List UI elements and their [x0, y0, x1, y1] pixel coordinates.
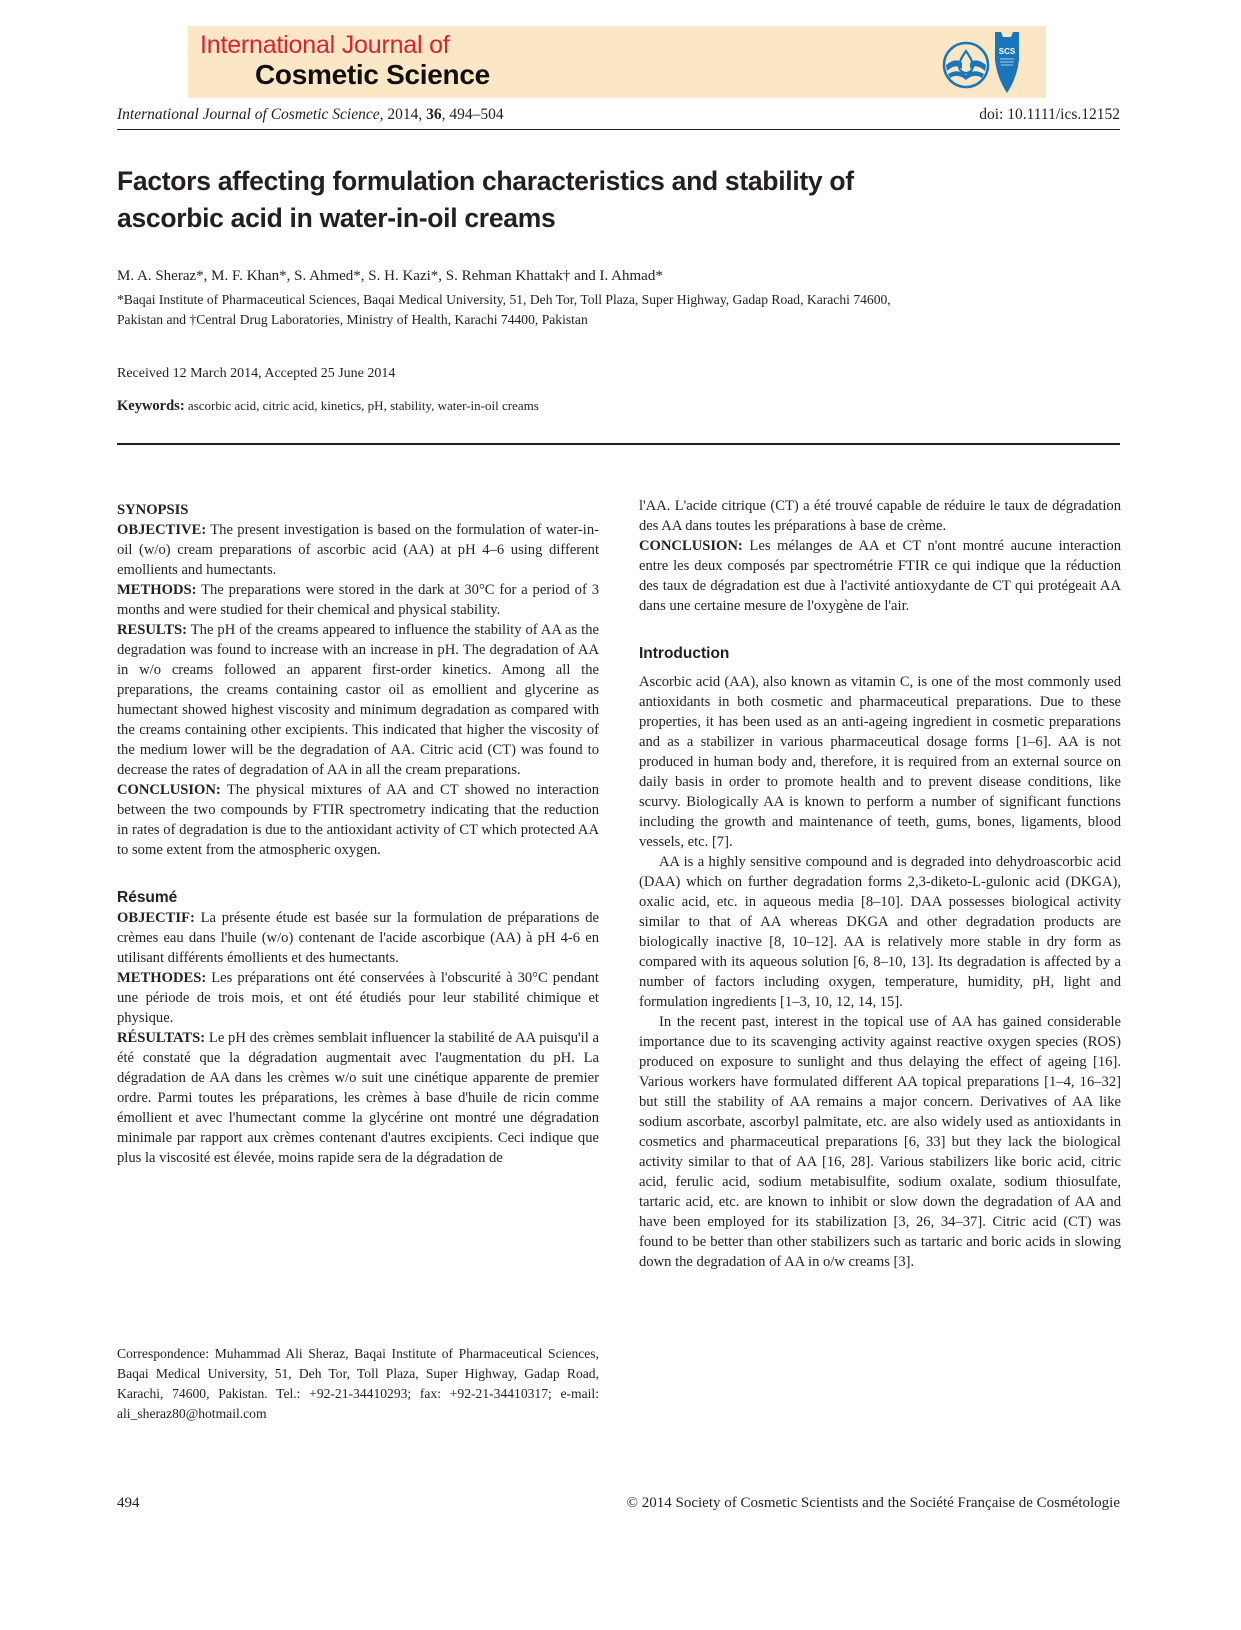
correspondence-note: Correspondence: Muhammad Ali Sheraz, Baqai Institute of Pharmaceutical Sciences, Baqai Medical University, 51, Deh Tor, Toll Plaza, Super Highway, Gadap Road, Karachi, 74600, Pakistan. Tel.: +92-21-34410293; fax: +92-21-34410317; e-mail: ali_sheraz80@hotmail.com [117, 1346, 599, 1421]
resume-methodes: METHODES: Les préparations ont été conservées à l'obscurité à 30°C pendant une période de trois mois, et ont été étudiés pour leur stabilité chimique et physique. [117, 970, 599, 1026]
right-column [639, 496, 1121, 1272]
introduction-heading: Introduction [639, 645, 730, 662]
affiliation-line-1: *Baqai Institute of Pharmaceutical Sciences, Baqai Medical University, 51, Deh Tor, Toll Plaza, Super Highway, Gadap Road, Karachi 74600, [117, 292, 891, 307]
journal-citation: International Journal of Cosmetic Science, 2014, 36, 494–504 [117, 106, 504, 123]
header-divider [117, 129, 1120, 130]
doi[interactable]: doi: 10.1111/ics.12152 [979, 106, 1120, 123]
left-column [117, 500, 599, 1168]
journal-banner [188, 26, 1046, 98]
resume-resultats-continued: l'AA. L'acide citrique (CT) a été trouvé capable de réduire le taux de dégradation des AA dans toutes les préparations à base de crème. [639, 498, 1121, 534]
synopsis-heading: SYNOPSIS [117, 502, 189, 518]
copyright: © 2014 Society of Cosmetic Scientists and the Société Française de Cosmétologie [626, 1495, 1120, 1511]
resume-conclusion: CONCLUSION: Les mélanges de AA et CT n'ont montré aucune interaction entre les deux composés par spectrométrie FTIR ce qui indique que la réduction des taux de dégradation est due à l'activité antioxydante de CT qui protégeait AA dans une certaine mesure de l'oxygène de l'air. [639, 538, 1121, 614]
water-drop-logo-icon [942, 41, 990, 89]
title-divider [117, 443, 1120, 445]
svg-text:SCS: SCS [998, 47, 1016, 56]
synopsis-conclusion: CONCLUSION: The physical mixtures of AA and CT showed no interaction between the two compounds by FTIR spectrometry indicating that the reduction in rates of degradation is due to the antioxidant activity of CT which protected AA to some extent from the atmospheric oxygen. [117, 782, 599, 858]
keywords-list: ascorbic acid, citric acid, kinetics, pH, stability, water-in-oil creams [187, 398, 539, 413]
journal-name-line1: International Journal of [200, 31, 450, 59]
journal-name-line2: Cosmetic Science [255, 59, 490, 90]
resume-heading: Résumé [117, 889, 178, 906]
received-dates: Received 12 March 2014, Accepted 25 June 2014 [117, 366, 396, 381]
title-line-1: Factors affecting formulation characteristics and stability of [117, 166, 854, 196]
keywords [117, 398, 539, 415]
resume-objectif: OBJECTIF: La présente étude est basée sur la formulation de préparations de crèmes eau dans l'huile (w/o) contenant de l'acide ascorbique (AA) à pH 4-6 en utilisant différents émollients et des humectants. [117, 910, 599, 966]
page-number: 494 [117, 1495, 140, 1511]
resume-resultats: RÉSULTATS: Le pH des crèmes semblait influencer la stabilité de AA puisqu'il a été constaté que la dégradation augmentait avec l'augmentation du pH. La dégradation de AA dans les crèmes w/o suit une cinétique apparente de premier ordre. Parmi toutes les préparations, les crèmes à base d'huile de ricin comme émollient et avec l'humectant comme la glycérine ont montré une dégradation minimale par rapport aux crèmes contenant d'autres excipients. Ceci indique que plus la viscosité est élevée, moins rapide sera de la dégradation de [117, 1030, 599, 1166]
keywords-label: Keywords: [117, 398, 185, 414]
synopsis-results: RESULTS: The pH of the creams appeared to influence the stability of AA as the degradation was found to increase with an increase in pH. The degradation of AA in w/o creams followed an apparent first-order kinetics. Among all the preparations, the creams containing castor oil as emollient and glycerine as humectant showed highest viscosity and minimum degradation as compared with the creams containing other excipients. This indicated that higher the viscosity of the medium lower will be the degradation of AA. Citric acid (CT) was found to decrease the rates of degradation of AA in all the cream preparations. [117, 622, 600, 778]
title-line-2: ascorbic acid in water-in-oil creams [117, 203, 556, 233]
scs-shield-logo-icon [994, 30, 1020, 94]
affiliations [117, 290, 1107, 330]
intro-paragraph-2: AA is a highly sensitive compound and is degraded into dehydroascorbic acid (DAA) which on further degradation forms 2,3-diketo-L-gulonic acid (DKGA), oxalic acid, etc. in aqueous media [8–10]. DAA possesses biological activity similar to that of AA whereas DKGA and other degradation products are biologically inactive [8, 10–12]. AA is relatively more stable in dry form as compared with its aqueous solution [6, 8–10, 13]. Its degradation is affected by a number of factors including oxygen, temperature, humidity, pH, light and formulation ingredients [1–3, 10, 12, 14, 15]. [639, 854, 1121, 1010]
synopsis-methods: METHODS: The preparations were stored in the dark at 30°C for a period of 3 months and were studied for their chemical and physical stability. [117, 582, 599, 618]
intro-paragraph-1: Ascorbic acid (AA), also known as vitamin C, is one of the most commonly used antioxidants in both cosmetic and pharmaceutical preparations. Due to these properties, it has been used as an anti-ageing ingredient in cosmetic preparations and as a stabilizer in various pharmaceutical dosage forms [1–6]. AA is not produced in human body and, therefore, it is required from an external source on daily basis in order to promote health and to prevent disease conditions, like scurvy. Biologically AA is known to perform a number of significant functions including the growth and maintenance of teeth, gums, bones, ligaments, blood vessels, etc. [7]. [639, 674, 1121, 850]
author-list: M. A. Sheraz*, M. F. Khan*, S. Ahmed*, S. H. Kazi*, S. Rehman Khattak† and I. Ahmad* [117, 268, 663, 284]
intro-paragraph-3: In the recent past, interest in the topical use of AA has gained considerable importance due to its scavenging activity against reactive oxygen species (ROS) produced on exposure to sunlight and thus delaying the effect of ageing [16]. Various workers have formulated different AA topical preparations [1–4, 16–32] but still the stability of AA remains a major concern. Derivatives of AA like sodium ascorbate, ascorbyl palmitate, etc. are also widely used as antioxidants in cosmetics and pharmaceutical preparations [6, 33] but they lack the biological activity similar to that of AA [16, 28]. Various stabilizers like boric acid, citric acid, ferulic acid, sodium metabisulfite, sodium oxalate, sodium thiosulfate, tartaric acid, etc. are known to inhibit or slow down the degradation of AA and have been employed for its stabilization [3, 26, 34–37]. Citric acid (CT) was found to be better than other stabilizers such as tartaric and boric acids in slowing down the degradation of AA in o/w creams [3]. [639, 1014, 1121, 1270]
synopsis-objective: OBJECTIVE: The present investigation is based on the formulation of water-in-oil (w/o) cream preparations of ascorbic acid (AA) at pH 4–6 using different emollients and humectants. [117, 522, 599, 578]
article-title [117, 163, 1097, 237]
affiliation-line-2: Pakistan and †Central Drug Laboratories, Ministry of Health, Karachi 74400, Pakistan [117, 312, 588, 327]
